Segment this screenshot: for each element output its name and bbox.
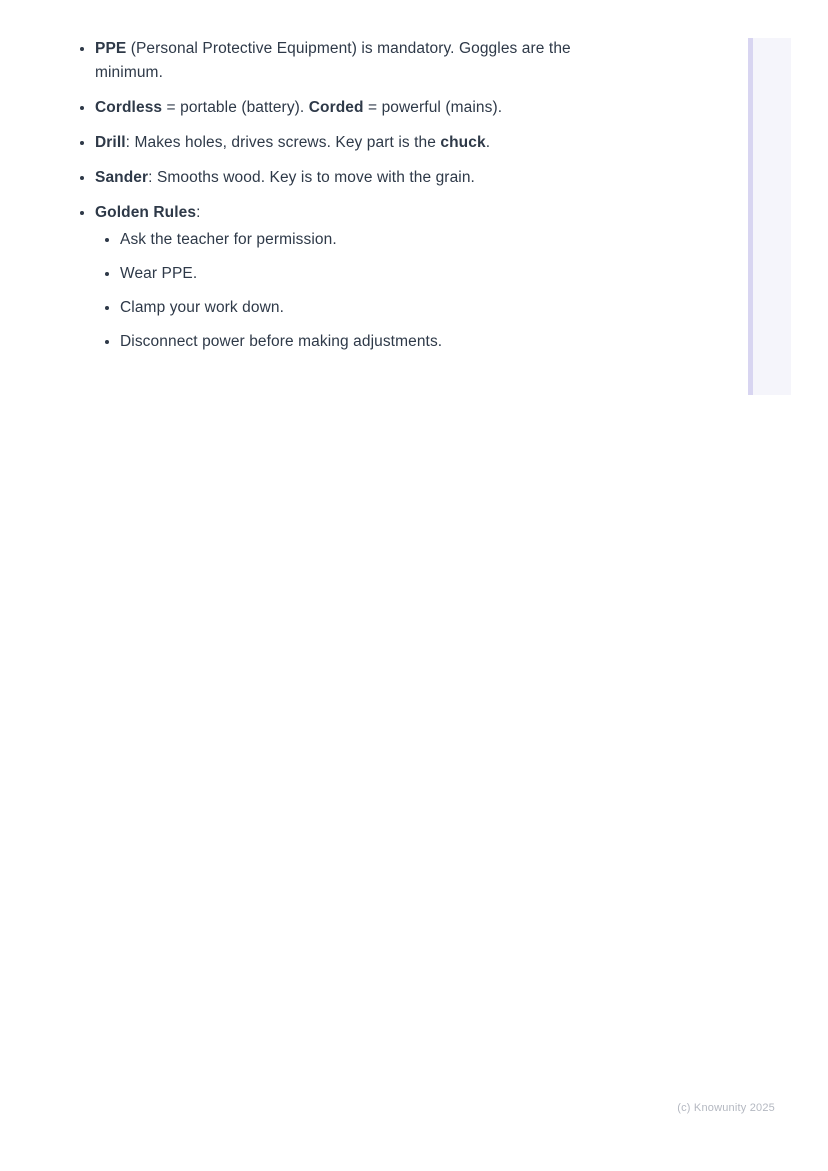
text-run: : Smooths wood. Key is to move with the grain. [148, 169, 475, 186]
text-run: Clamp your work down. [120, 299, 285, 316]
text-run: Ask the teacher for permission. [120, 231, 337, 248]
text-run: . [485, 134, 491, 151]
bold-text-run: Sander [95, 169, 149, 186]
text-run: = powerful (mains). [363, 99, 503, 116]
text-run: (Personal Protective Equipment) is mandatory. Goggles are the minimum. [95, 40, 571, 81]
text-run: = portable (battery). [162, 99, 309, 116]
bold-text-run: Corded [308, 99, 364, 116]
list-item [95, 165, 584, 190]
list-item [120, 261, 584, 286]
bold-text-run: chuck [440, 134, 486, 151]
bold-text-run: Drill [95, 134, 126, 151]
notes-content [60, 36, 584, 364]
text-run: : [196, 204, 201, 221]
list-item [95, 36, 584, 85]
list-item [120, 295, 584, 320]
list-item [120, 329, 584, 354]
bold-text-run: Cordless [95, 99, 163, 116]
highlight-panel [748, 38, 791, 395]
text-run: : Makes holes, drives screws. Key part is the [125, 134, 441, 151]
list-item [95, 200, 584, 354]
list-item [95, 95, 584, 120]
list-item [120, 227, 584, 252]
bold-text-run: PPE [95, 40, 127, 57]
text-run: Wear PPE. [120, 265, 198, 282]
copyright-footer: (c) Knowunity 2025 [677, 1102, 775, 1114]
bold-text-run: Golden Rules [95, 204, 197, 221]
bullet-list [60, 36, 584, 354]
text-run: Disconnect power before making adjustments. [120, 333, 443, 350]
nested-bullet-list [95, 227, 584, 354]
list-item [95, 130, 584, 155]
